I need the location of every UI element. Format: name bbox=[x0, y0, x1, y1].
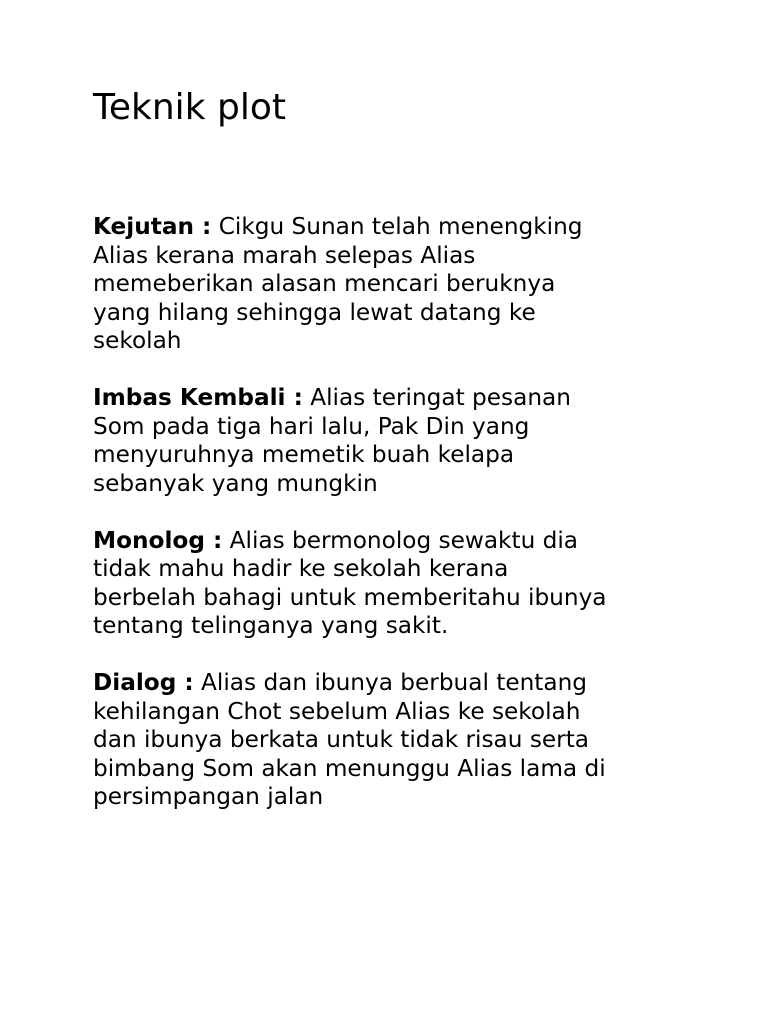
technique-text: Alias bermonolog sewaktu dia bbox=[229, 526, 579, 554]
technique-term: Dialog : bbox=[93, 669, 194, 696]
section-line: tidak mahu hadir ke sekolah kerana bbox=[93, 555, 509, 582]
technique-text: Alias teringat pesanan bbox=[310, 384, 571, 411]
section-line: berbelah bahagi untuk memberitahu ibunya bbox=[93, 583, 607, 611]
section-line bbox=[93, 384, 693, 413]
section-line: yang hilang sehingga lewat datang ke bbox=[93, 298, 536, 326]
section-line: persimpangan jalan bbox=[93, 783, 324, 810]
document-title: Teknik plot bbox=[93, 87, 286, 128]
technique-text: Cikgu Sunan telah menengking bbox=[218, 213, 583, 240]
section-line: dan ibunya berkata untuk tidak risau serta bbox=[93, 726, 590, 753]
section-line: sekolah bbox=[93, 327, 182, 354]
plot-techniques-list bbox=[93, 213, 693, 840]
section-line: Som pada tiga hari lalu, Pak Din yang bbox=[93, 412, 530, 440]
section-line: sebanyak yang mungkin bbox=[93, 469, 378, 497]
section-line: menyuruhnya memetik buah kelapa bbox=[93, 441, 515, 468]
section-line: tentang telinganya yang sakit. bbox=[93, 612, 449, 639]
section-line bbox=[93, 669, 693, 698]
technique-dialog bbox=[93, 669, 693, 812]
technique-term: Imbas Kembali : bbox=[93, 384, 303, 411]
section-line: Alias kerana marah selepas Alias bbox=[93, 241, 476, 269]
technique-text: Alias dan ibunya berbual tentang bbox=[201, 669, 588, 696]
technique-monolog bbox=[93, 527, 693, 641]
technique-imbas-kembali bbox=[93, 384, 693, 498]
section-line bbox=[93, 527, 693, 556]
section-line bbox=[93, 213, 693, 242]
technique-term: Monolog : bbox=[93, 526, 223, 554]
technique-kejutan bbox=[93, 213, 693, 356]
section-line: memeberikan alasan mencari beruknya bbox=[93, 270, 556, 297]
section-line: kehilangan Chot sebelum Alias ke sekolah bbox=[93, 697, 581, 725]
section-line: bimbang Som akan menunggu Alias lama di bbox=[93, 754, 606, 782]
technique-term: Kejutan : bbox=[93, 213, 212, 240]
